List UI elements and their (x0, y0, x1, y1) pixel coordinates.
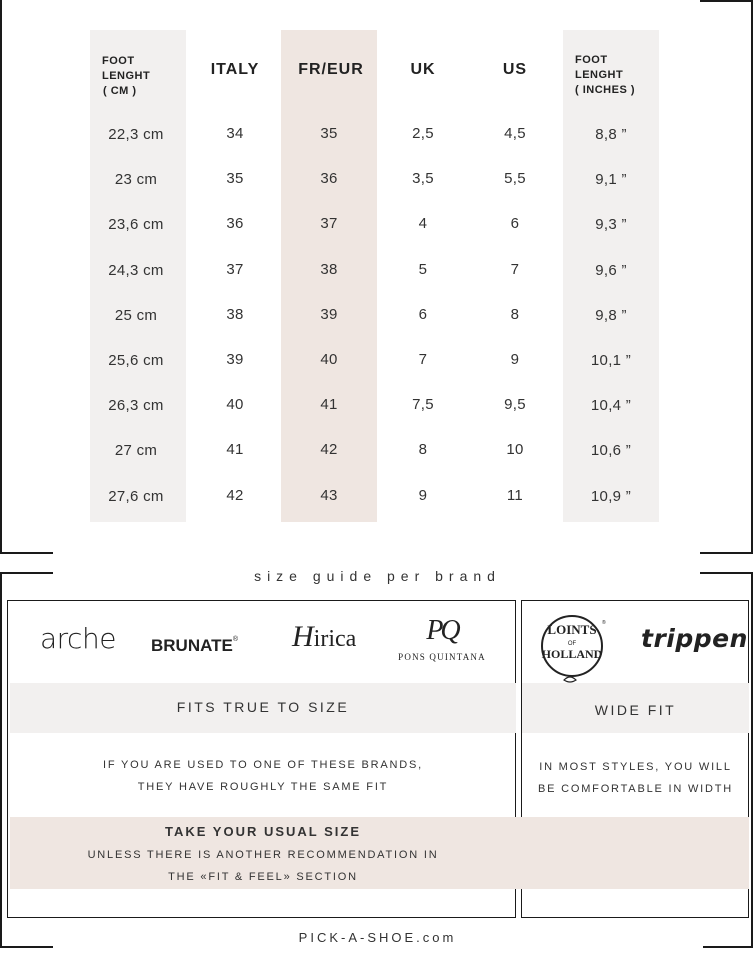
desc-line: IN MOST STYLES, YOU WILL (539, 761, 732, 773)
cell-italy: 36 (226, 215, 244, 233)
desc-line: THEY HAVE ROUGHLY THE SAME FIT (137, 781, 389, 793)
site-footer[interactable]: PICK-A-SHOE.com (298, 930, 457, 945)
cell-us: 9,5 (504, 396, 526, 414)
cell-uk: 5 (418, 260, 428, 278)
header-line: LENGHT (575, 69, 624, 81)
cell-freur: 39 (320, 305, 338, 323)
usual-size-title: TAKE YOUR USUAL SIZE (164, 824, 362, 839)
desc-line: BE COMFORTABLE IN WIDTH (537, 783, 733, 795)
cell-italy: 39 (226, 351, 244, 368)
header-foot-cm (102, 54, 150, 99)
cell-cm: 22,3 cm (108, 126, 164, 143)
fits-true-to-size-label: FITS TRUE TO SIZE (176, 699, 350, 715)
wide-fit-label: WIDE FIT (594, 702, 677, 718)
header-line: LENGHT (102, 70, 151, 82)
cell-inch: 8,8 ” (595, 126, 627, 143)
cell-freur: 40 (320, 351, 338, 368)
cell-cm: 23,6 cm (108, 216, 164, 234)
pons-name: PONS QUINTANA (398, 652, 486, 662)
frame-line (0, 946, 53, 948)
cell-uk: 9 (418, 486, 428, 504)
cell-cm: 24,3 cm (108, 261, 164, 279)
cell-freur: 42 (320, 441, 338, 459)
cell-cm: 27 cm (114, 442, 158, 460)
cell-freur: 37 (320, 215, 338, 233)
cell-us: 9 (510, 351, 520, 368)
cell-uk: 6 (418, 305, 428, 323)
svg-text:®: ® (602, 620, 606, 626)
cell-italy: 38 (226, 305, 244, 323)
header-freur: FR/EUR (298, 61, 364, 78)
cell-uk: 7 (418, 351, 428, 368)
svg-text:LOINTS: LOINTS (547, 622, 597, 637)
header-line: FOOT (102, 55, 135, 67)
cell-uk: 7,5 (412, 396, 434, 414)
header-foot-inch (575, 53, 635, 98)
cell-us: 5,5 (504, 170, 526, 188)
header-line: FOOT (575, 54, 608, 66)
header-uk: UK (410, 61, 436, 78)
frame-line (700, 552, 753, 554)
header-line: ( INCHES ) (575, 84, 635, 96)
desc-line: THE «FIT & FEEL» SECTION (168, 871, 358, 883)
frame-line (703, 946, 753, 948)
cell-inch: 10,1 ” (590, 352, 632, 369)
cell-italy: 41 (226, 441, 244, 459)
cell-italy: 42 (226, 486, 244, 504)
cell-inch: 10,4 ” (590, 397, 632, 415)
trippen-logo: trippen (641, 624, 748, 653)
loints-of-holland-logo (538, 612, 610, 684)
frame-line (0, 552, 53, 554)
pons-quintana-logo (392, 614, 492, 662)
cell-freur: 43 (320, 486, 338, 504)
cell-uk: 4 (418, 215, 428, 233)
frame-line (751, 572, 753, 948)
cell-cm: 25,6 cm (108, 352, 164, 369)
cell-italy: 34 (226, 125, 244, 142)
hirica-logo (292, 620, 356, 654)
cell-inch: 9,3 ” (595, 216, 627, 234)
cell-uk: 3,5 (412, 170, 434, 188)
frame-line (0, 572, 2, 948)
cell-cm: 25 cm (114, 306, 158, 324)
cell-cm: 27,6 cm (108, 487, 164, 505)
cell-inch: 9,1 ” (595, 171, 627, 189)
header-us: US (502, 61, 528, 78)
wide-fit-description (522, 756, 749, 800)
cell-cm: 26,3 cm (108, 397, 164, 415)
cell-cm: 23 cm (114, 171, 158, 189)
cell-inch: 9,8 ” (595, 306, 627, 324)
cell-us: 10 (506, 441, 524, 459)
cell-us: 11 (506, 486, 524, 504)
cell-us: 8 (510, 305, 520, 323)
desc-line: IF YOU ARE USED TO ONE OF THESE BRANDS, (103, 759, 423, 771)
true-to-size-description (10, 754, 516, 798)
svg-text:OF: OF (567, 641, 577, 647)
cell-inch: 9,6 ” (595, 261, 627, 279)
desc-line: UNLESS THERE IS ANOTHER RECOMMENDATION IN (87, 849, 439, 861)
cell-uk: 8 (418, 441, 428, 459)
cell-us: 7 (510, 260, 520, 278)
svg-text:HOLLAND: HOLLAND (541, 647, 603, 661)
cell-freur: 38 (320, 260, 338, 278)
cell-uk: 2,5 (412, 125, 434, 142)
cell-inch: 10,9 ” (590, 487, 632, 505)
brunate-logo (151, 636, 238, 656)
usual-size-description (10, 844, 516, 888)
cell-inch: 10,6 ” (590, 442, 632, 460)
frame-line (751, 0, 753, 554)
cell-freur: 36 (320, 170, 338, 188)
pons-monogram: PQ (426, 615, 458, 646)
frame-line (700, 0, 753, 2)
cell-us: 6 (510, 215, 520, 233)
brunate-wordmark: BRUNATE (151, 636, 233, 655)
hirica-initial: H (292, 620, 314, 653)
cell-freur: 35 (320, 125, 338, 142)
brand-guide-title: size guide per brand (254, 568, 501, 584)
cell-italy: 37 (226, 260, 244, 278)
arche-logo: arche (40, 622, 116, 655)
cell-us: 4,5 (504, 125, 526, 142)
cell-italy: 40 (226, 396, 244, 414)
cell-italy: 35 (226, 170, 244, 188)
hirica-rest: irica (313, 626, 357, 652)
header-line: ( CM ) (103, 85, 137, 97)
header-italy: ITALY (210, 61, 260, 78)
frame-line (0, 0, 2, 554)
cell-freur: 41 (320, 396, 338, 414)
registered-mark: ® (232, 636, 239, 643)
